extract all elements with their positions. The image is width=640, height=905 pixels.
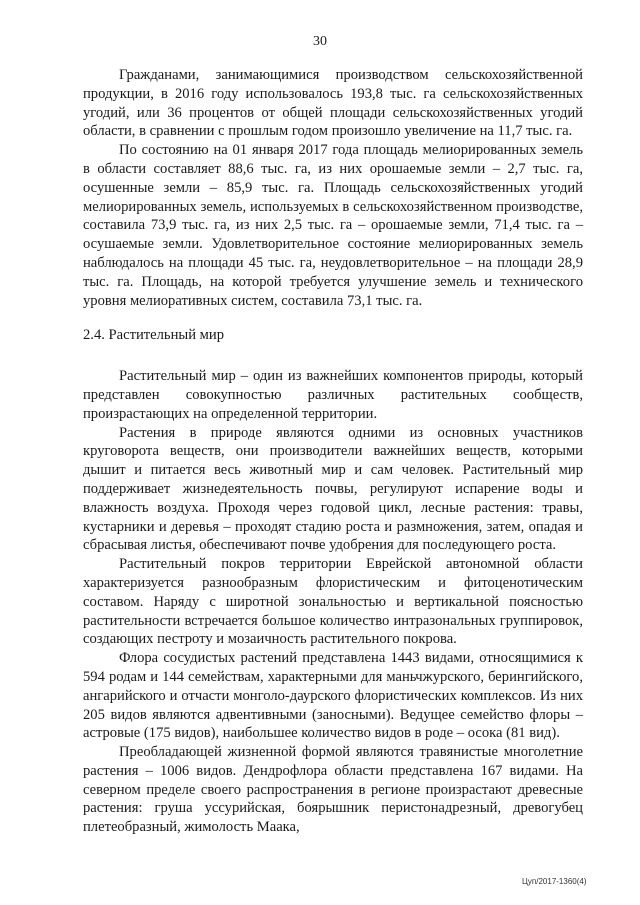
paragraph-melioration: По состоянию на 01 января 2017 года площадь мелиорированных земель в области составляет 88,6 тыс. га, из них орошаемые земли – 2,7 тыс. га, осушенные земли – 85,9 тыс. га. Площадь сельскохозяйственных угодий мелиорированных земель, используемых в сельскохозяйственном производстве, составила 73,9 тыс. га, из них 2,5 тыс. га – орошаемые земли, 71,4 тыс. га – осушаемые земли. Удовлетворительное состояние мелиорированных земель наблюдалось на площади 45 тыс. га, неудовлетворительное – на площади 28,9 тыс. га. Площадь, на которой требуется улучшение земель и технического уровня мелиоративных систем, составила 73,1 тыс. га. bbox=[83, 142, 583, 309]
paragraph-vegetation-cover: Растительный покров территории Еврейской автономной области характеризуется разнообразным флористическим и фитоценотическим составом. Наряду с широтной зональностью и вертикальной поясностью растительности встречается большое количество интразональных группировок, создающих пестроту и мозаичность растительного покрова. bbox=[83, 556, 583, 648]
paragraph-vascular-flora: Флора сосудистых растений представлена 1443 видами, относящимися к 594 родам и 144 семействам, характерными для маньчжурского, берингийского, ангарийского и отчасти монголо-даурского флористических комплексов. Из них 205 видов являются адвентивными (заносными). Ведущее семейство флоры – астровые (175 видов), наибольшее количество видов в роде – осока (81 вид). bbox=[83, 650, 583, 742]
section-heading: 2.4. Растительный мир bbox=[83, 327, 225, 344]
paragraph-flora-intro: Растительный мир – один из важнейших компонентов природы, который представлен совокупностью различных растительных сообществ, произрастающих на определенной территории. bbox=[83, 368, 583, 422]
paragraph-plants-role: Растения в природе являются одними из основных участников круговорота веществ, они производители важнейших веществ, которыми дышит и питается весь животный мир и сам человек. Растительный мир поддерживает жизнедеятельность почвы, регулируют испарение воды и влажность воздуха. Проходя через годовой цикл, лесные растения: травы, кустарники и деревья – проходят стадию роста и размножения, затем, опадая и сбрасывая листья, обеспечивают почве удобрения для последующего роста. bbox=[83, 424, 583, 554]
paragraph-life-forms: Преобладающей жизненной формой являются травянистые многолетние растения – 1006 видов. Дендрофлора области представлена 167 видами. На северном пределе своего распространения в регионе произрастают древесные растения: груша уссурийская, боярышник перистонадрезный, древогубец плетеобразный, жимолость Маака, bbox=[83, 744, 583, 836]
page-number: 30 bbox=[313, 34, 327, 49]
document-body bbox=[83, 66, 583, 837]
document-code: Цуп/2017-1360(4) bbox=[522, 877, 587, 886]
paragraph-land-use: Гражданами, занимающимися производством сельскохозяйственной продукции, в 2016 году использовалось 193,8 тыс. га сельскохозяйственных угодий, или 36 процентов от общей площади сельскохозяйственных угодий области, в сравнении с прошлым годом произошло увеличение на 11,7 тыс. га. bbox=[83, 67, 583, 140]
